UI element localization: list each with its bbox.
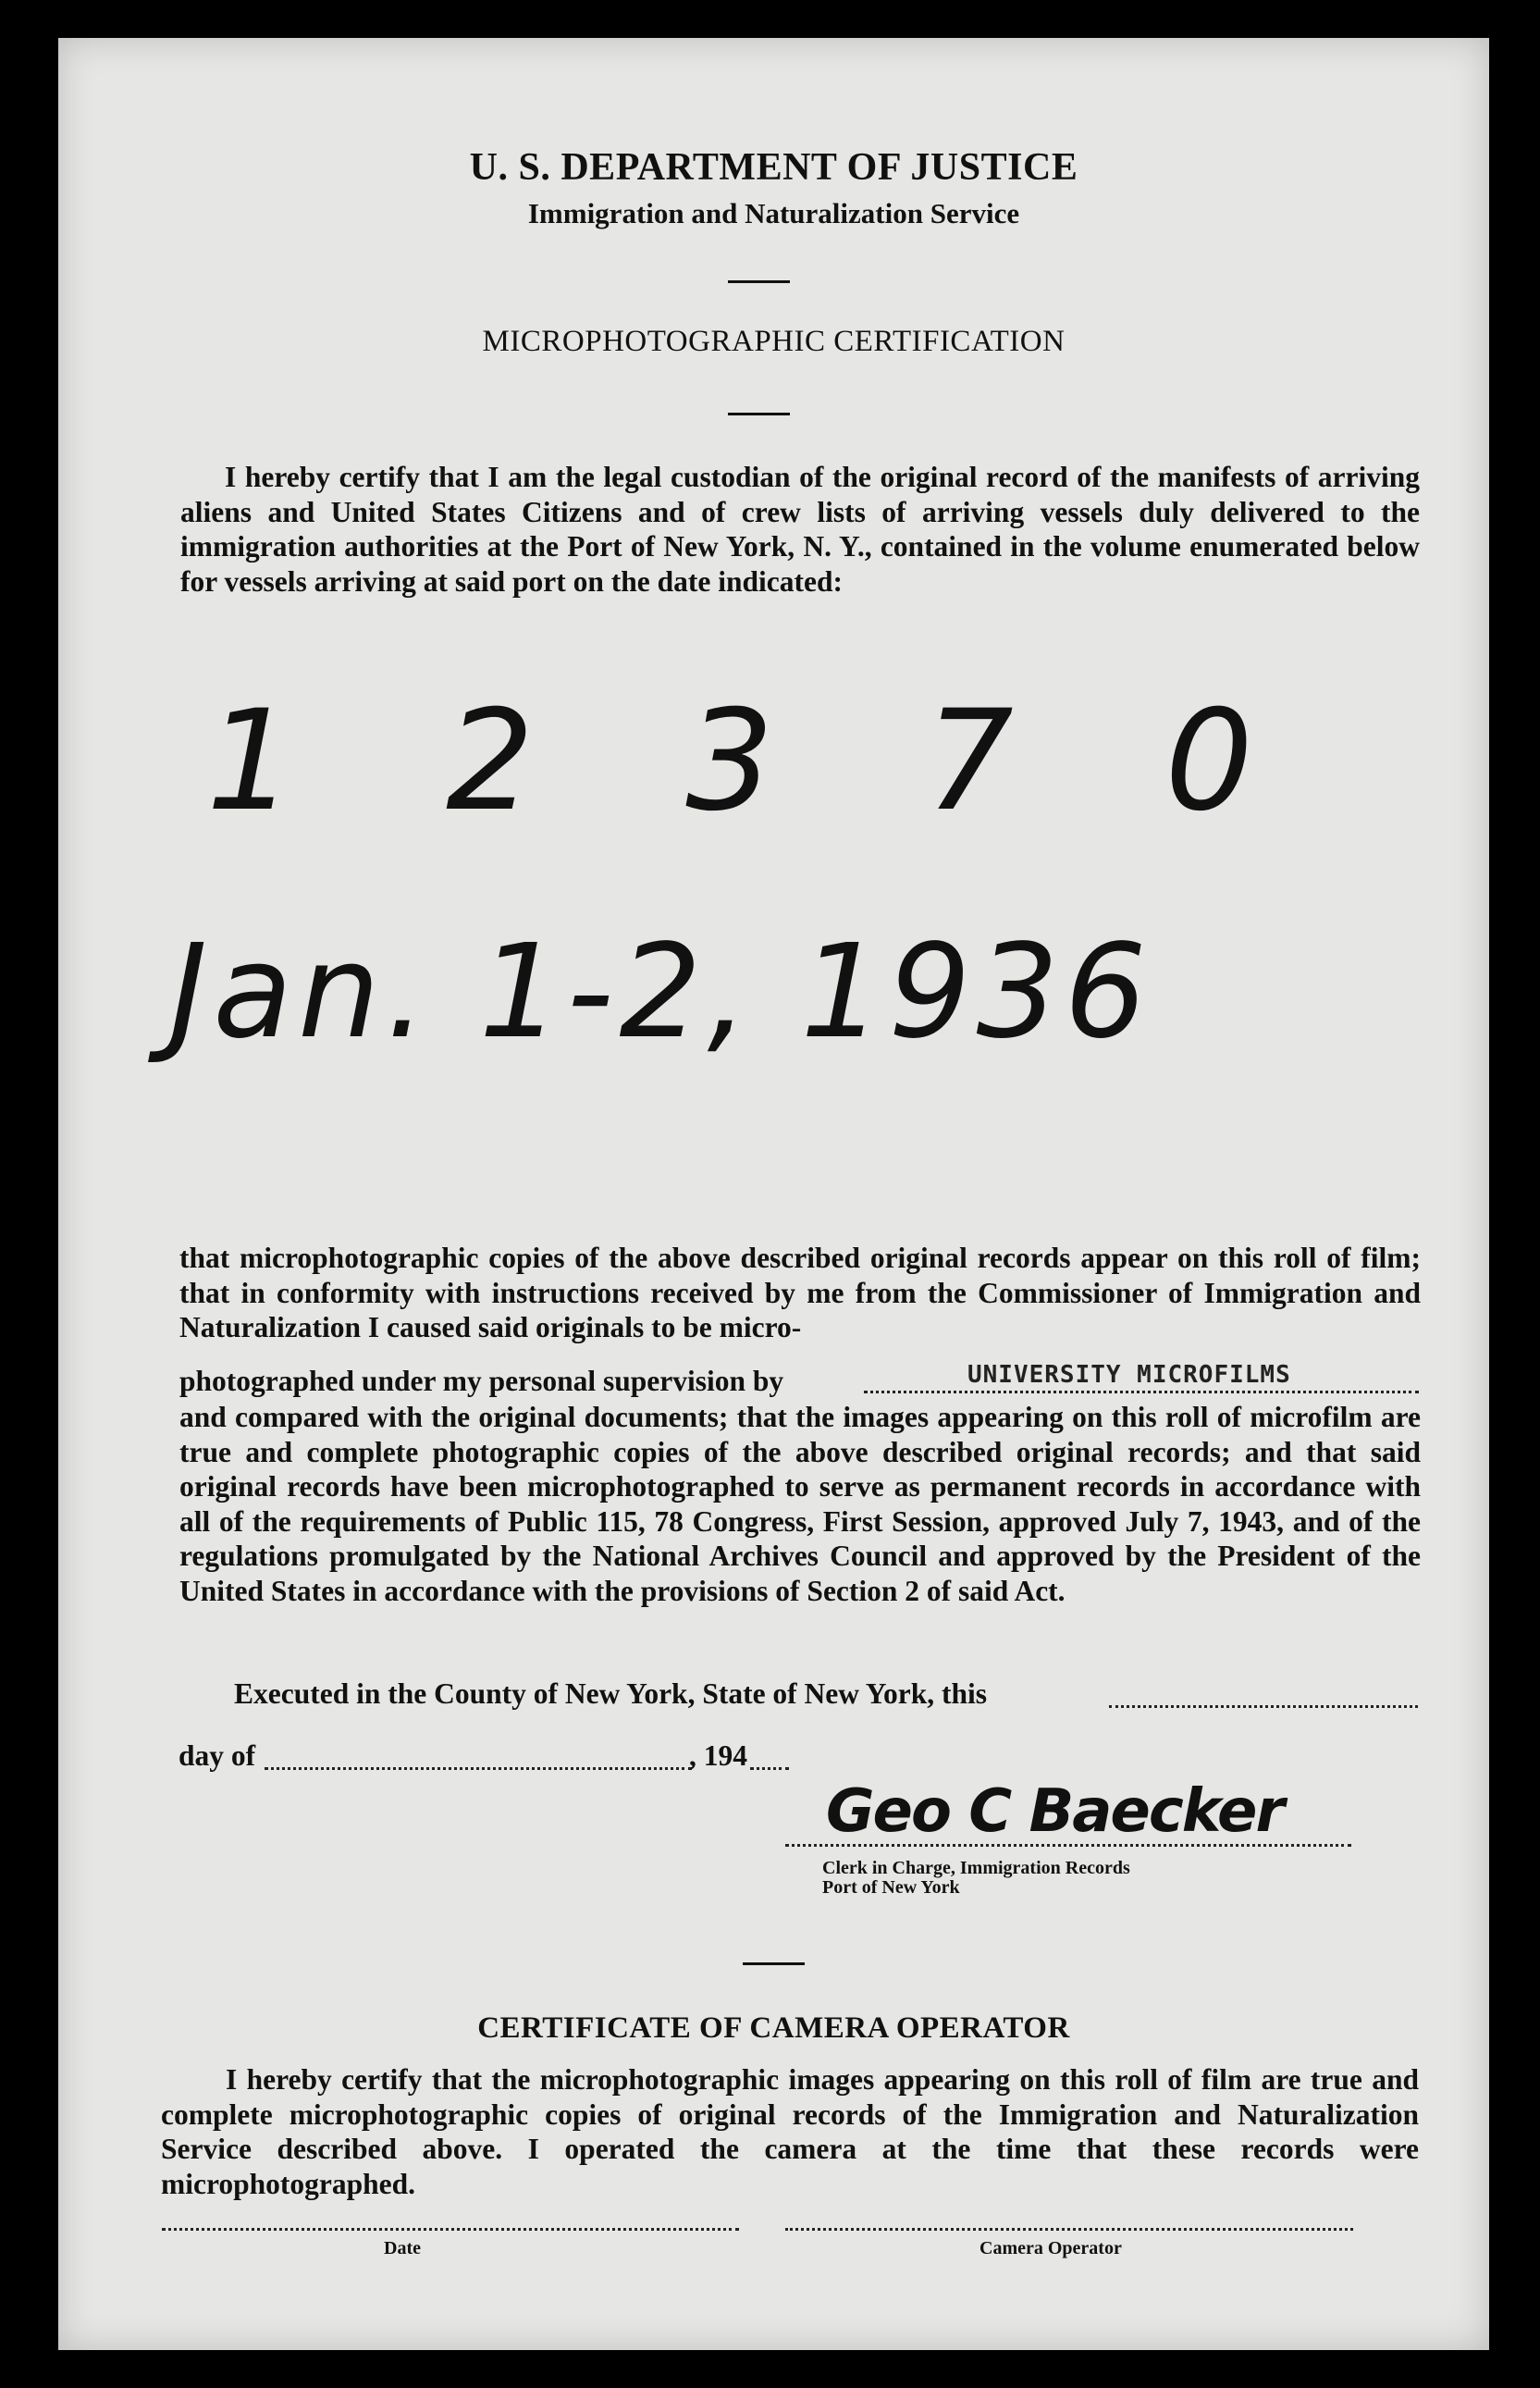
camera-certificate-text: I hereby certify that the microphotographic images appearing on this roll of film are true and complete microphotographic copies of original records of the Immigration and Naturalization Service described above. I operated the camera at the time that these records were microphotographed.: [161, 2063, 1419, 2200]
service-subtitle: Immigration and Naturalization Service: [527, 197, 1020, 229]
clerk-title: Clerk in Charge, Immigration Records: [822, 1858, 1130, 1878]
year-prefix: , 194: [689, 1739, 747, 1772]
supervision-name: UNIVERSITY MICROFILMS: [967, 1361, 1291, 1389]
camera-operator-label: Camera Operator: [979, 2238, 1122, 2258]
clerk-port: Port of New York: [822, 1877, 960, 1898]
executed-dotted-line: [1109, 1705, 1418, 1708]
handwritten-signature: Geo C Baecker: [826, 1777, 1283, 1846]
executed-text: Executed in the County of New York, State of New York, this: [234, 1677, 988, 1710]
date-dotted-line: [162, 2228, 739, 2231]
document-page: [58, 38, 1489, 2350]
certification-title: MICROPHOTOGRAPHIC CERTIFICATION: [482, 325, 1066, 358]
supervision-prefix: photographed under my personal supervision by: [179, 1365, 784, 1397]
body-paragraph-part2: and compared with the original documents; that the images appearing on this roll of microfilm are true and complete photographic copies of the above described original records; and that said original records have been microphotographed to serve as permanent records in accordance with all of the requirements of Public 115, 78 Congress, First Session, approved July 7, 1943, and of the regulations promulgated by the National Archives Council and approved by the President of the United States in accordance with the provisions of Section 2 of said Act.: [179, 1401, 1421, 1607]
handwritten-date: Jan. 1-2, 1936: [169, 917, 1152, 1068]
operator-dotted-line: [785, 2228, 1353, 2231]
body-paragraph-part1: that microphotographic copies of the above described original records appear on this roll of film; that in conformity with instructions received by me from the Commissioner of Immigration and Naturalization I caused said originals to be micro-: [179, 1242, 1421, 1343]
handwritten-volume-number: 1 2 3 7 0: [206, 681, 1307, 842]
divider-rule: [743, 1962, 805, 1965]
supervision-dotted-line: [864, 1391, 1419, 1393]
divider-rule: [728, 280, 790, 283]
year-dotted-line: [750, 1767, 789, 1770]
day-dotted-line: [265, 1767, 692, 1770]
department-title: U. S. DEPARTMENT OF JUSTICE: [469, 146, 1078, 189]
date-label: Date: [384, 2238, 421, 2258]
day-of-label: day of: [179, 1739, 256, 1772]
camera-certificate-title: CERTIFICATE OF CAMERA OPERATOR: [477, 2011, 1070, 2045]
intro-paragraph: I hereby certify that I am the legal custodian of the original record of the manifests of arriving aliens and United States Citizens and of crew lists of arriving vessels duly delivered to the immigration authorities at the Port of New York, N. Y., contained in the volume enumerated below for vessels arriving at said port on the date indicated:: [180, 461, 1420, 598]
divider-rule: [728, 413, 790, 415]
signature-dotted-line: [785, 1844, 1351, 1847]
